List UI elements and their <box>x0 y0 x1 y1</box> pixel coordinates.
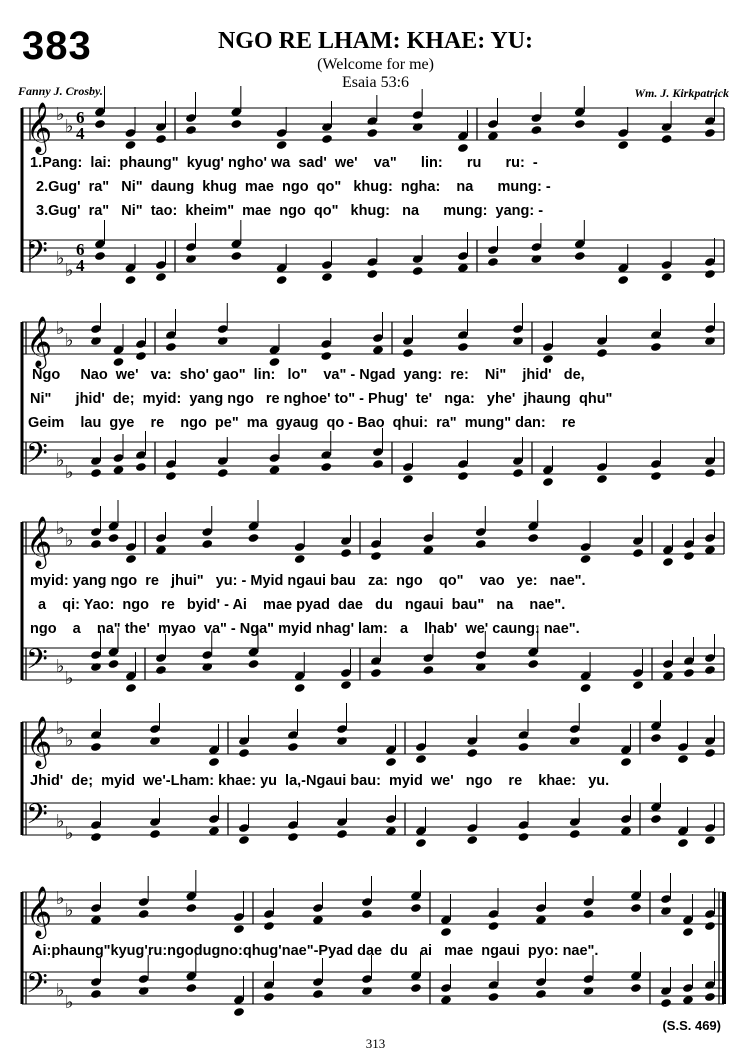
bass-clef-icon: 𝄢 <box>26 643 48 683</box>
note-head <box>630 983 642 993</box>
lyric-line-s3-v1: myid: yang ngo re jhui" yu: - Myid ngaui bau za: ngo qo" vao ye: nae". <box>30 573 586 589</box>
note-head <box>683 551 695 561</box>
note-head <box>361 909 373 919</box>
note-head <box>165 342 177 352</box>
note-head <box>704 468 716 478</box>
note-head <box>682 927 694 937</box>
treble-clef-icon: 𝄞 <box>26 886 53 937</box>
note-head <box>90 468 102 478</box>
note-head <box>650 342 662 352</box>
note-head <box>138 909 150 919</box>
note-head <box>466 748 478 758</box>
hymn-title: NGO RE LHAM: KHAE: YU: <box>217 28 534 54</box>
note-head <box>108 659 120 669</box>
note-head <box>704 128 716 138</box>
flat-icon: ♭ <box>56 718 65 739</box>
note-head <box>410 983 422 993</box>
note-head <box>542 477 554 487</box>
hymn-number: 383 <box>22 24 92 68</box>
flat-icon: ♭ <box>65 116 74 137</box>
note-head <box>320 462 332 472</box>
flat-icon: ♭ <box>65 530 74 551</box>
note-head <box>402 348 414 358</box>
note-head <box>630 903 642 913</box>
flat-icon: ♭ <box>56 980 65 1001</box>
note-head <box>340 680 352 690</box>
note-head <box>361 986 373 996</box>
note-head <box>248 659 260 669</box>
note-head <box>208 757 220 767</box>
note-head <box>574 251 586 261</box>
flat-icon: ♭ <box>56 518 65 539</box>
note-head <box>108 533 120 543</box>
flat-icon: ♭ <box>56 450 65 471</box>
note-head <box>704 665 716 675</box>
note-head <box>410 903 422 913</box>
note-head <box>530 125 542 135</box>
note-head <box>527 533 539 543</box>
note-head <box>704 835 716 845</box>
note-head <box>372 459 384 469</box>
note-head <box>238 835 250 845</box>
bass-clef-icon: 𝄢 <box>26 798 48 838</box>
flat-icon: ♭ <box>65 900 74 921</box>
note-head <box>632 548 644 558</box>
note-head <box>620 757 632 767</box>
lyric-line-s5-v1: Ai:phaung"kyug'ru:ngodugno:qhug'nae"-Pyad dae du ai mae ngaui pyo: nae". <box>32 943 599 959</box>
note-head <box>487 257 499 267</box>
note-head <box>402 474 414 484</box>
flat-icon: ♭ <box>56 248 65 269</box>
note-head <box>230 119 242 129</box>
note-head <box>660 998 672 1008</box>
treble-clef-icon: 𝄞 <box>26 516 53 567</box>
note-head <box>661 134 673 144</box>
note-head <box>90 989 102 999</box>
note-head <box>185 125 197 135</box>
flat-icon: ♭ <box>65 668 74 689</box>
note-head <box>340 548 352 558</box>
lyric-line-s4-v1: Jhid' de; myid we'-Lham: khae: yu la,-Ngaui bau: myid we' ngo re khae: yu. <box>30 773 610 789</box>
lyric-line-s1-v1: 1.Pang: lai: phaung" kyug' ngho' wa sad' we' va" lin: ru ru: - <box>30 155 538 171</box>
lyric-line-s3-v3: ngo a na" the' myao va" - Nga" myid nhag' lam: a lhab' we' caung: nae". <box>30 621 580 637</box>
note-head <box>488 992 500 1002</box>
note-head <box>233 924 245 934</box>
note-head <box>385 757 397 767</box>
lyric-line-s1-v2: 2.Gug' ra" Ni" daung khug mae ngo qo" khug: ngha: na mung: - <box>36 179 551 195</box>
flat-icon: ♭ <box>65 330 74 351</box>
flat-icon: ♭ <box>65 730 74 751</box>
note-head <box>660 906 672 916</box>
note-head <box>321 134 333 144</box>
note-head <box>412 266 424 276</box>
note-head <box>263 921 275 931</box>
note-head <box>155 134 167 144</box>
note-head <box>113 357 125 367</box>
lyric-line-s2-v2: Ni" jhid' de; myid: yang ngo re nghoe' to" - Phug' te' nga: yhe' jhaung qhu" <box>30 391 613 407</box>
note-head <box>580 554 592 564</box>
lyric-line-s3-v2: a qi: Yao: ngo re byid' - Ai mae pyad dae du ngaui bau" na nae". <box>30 597 566 613</box>
note-head <box>527 659 539 669</box>
note-head <box>415 754 427 764</box>
note-head <box>580 683 592 693</box>
time-signature-bottom: 4 <box>76 256 85 275</box>
flat-icon: ♭ <box>56 811 65 832</box>
note-head <box>617 275 629 285</box>
flat-icon: ♭ <box>56 656 65 677</box>
note-head <box>569 736 581 746</box>
note-head <box>125 683 137 693</box>
treble-clef-icon: 𝄞 <box>26 102 53 153</box>
note-head <box>238 748 250 758</box>
note-head <box>412 122 424 132</box>
note-head <box>704 336 716 346</box>
note-head <box>475 539 487 549</box>
note-head <box>125 554 137 564</box>
time-signature-bottom: 4 <box>76 124 85 143</box>
note-head <box>125 275 137 285</box>
note-head <box>370 551 382 561</box>
note-head <box>574 119 586 129</box>
source-reference: (S.S. 469) <box>662 1018 721 1033</box>
note-head <box>677 754 689 764</box>
note-head <box>155 272 167 282</box>
note-head <box>617 140 629 150</box>
note-head <box>320 351 332 361</box>
note-head <box>135 351 147 361</box>
note-head <box>440 927 452 937</box>
note-head <box>596 348 608 358</box>
note-head <box>650 733 662 743</box>
note-head <box>512 468 524 478</box>
note-head <box>125 140 137 150</box>
note-head <box>201 662 213 672</box>
flat-icon: ♭ <box>65 260 74 281</box>
flat-icon: ♭ <box>56 318 65 339</box>
note-head <box>370 668 382 678</box>
flat-icon: ♭ <box>56 104 65 125</box>
note-head <box>632 680 644 690</box>
note-head <box>90 336 102 346</box>
lyricist-credit: Fanny J. Crosby. <box>18 84 103 98</box>
note-head <box>542 354 554 364</box>
note-head <box>94 119 106 129</box>
note-head <box>662 557 674 567</box>
note-head <box>165 471 177 481</box>
lyric-line-s2-v1: Ngo Nao we' va: sho' gao" lin: lo" va" - Ngad yang: re: Ni" jhid' de, <box>32 367 585 383</box>
note-head <box>185 254 197 264</box>
note-head <box>230 251 242 261</box>
note-head <box>583 909 595 919</box>
note-head <box>704 992 716 1002</box>
note-head <box>475 662 487 672</box>
composer-credit: Wm. J. Kirkpatrick <box>634 86 729 100</box>
note-head <box>336 736 348 746</box>
note-head <box>217 468 229 478</box>
note-head <box>269 357 281 367</box>
note-head <box>457 342 469 352</box>
note-head <box>704 269 716 279</box>
bass-clef-icon: 𝄢 <box>26 437 48 477</box>
note-head <box>201 539 213 549</box>
note-head <box>488 921 500 931</box>
note-head <box>683 668 695 678</box>
note-head <box>185 983 197 993</box>
scripture-reference: Esaia 53:6 <box>341 74 410 91</box>
note-head <box>312 989 324 999</box>
note-head <box>518 832 530 842</box>
page-number: 313 <box>365 1036 386 1051</box>
note-head <box>276 140 288 150</box>
note-head <box>530 254 542 264</box>
note-head <box>90 742 102 752</box>
note-head <box>155 665 167 675</box>
note-head <box>569 829 581 839</box>
bass-clef-icon: 𝄢 <box>26 235 48 275</box>
note-head <box>366 269 378 279</box>
note-head <box>248 533 260 543</box>
note-head <box>138 986 150 996</box>
note-head <box>704 748 716 758</box>
note-head <box>512 336 524 346</box>
hymn-subtitle: (Welcome for me) <box>317 56 434 73</box>
note-head <box>94 251 106 261</box>
treble-clef-icon: 𝄞 <box>26 716 53 767</box>
note-head <box>366 128 378 138</box>
note-head <box>276 275 288 285</box>
note-head <box>650 471 662 481</box>
note-head <box>661 272 673 282</box>
treble-clef-icon: 𝄞 <box>26 316 53 367</box>
note-head <box>294 683 306 693</box>
note-head <box>287 742 299 752</box>
note-head <box>466 835 478 845</box>
note-head <box>263 992 275 1002</box>
note-head <box>704 921 716 931</box>
note-head <box>596 474 608 484</box>
note-head <box>233 1007 245 1017</box>
note-head <box>90 662 102 672</box>
flat-icon: ♭ <box>56 888 65 909</box>
note-head <box>185 903 197 913</box>
note-head <box>90 539 102 549</box>
lyric-line-s1-v3: 3.Gug' ra" Ni" tao: kheim" mae ngo qo" khug: na mung: yang: - <box>36 203 544 219</box>
note-head <box>90 832 102 842</box>
bass-clef-icon: 𝄢 <box>26 967 48 1007</box>
note-head <box>535 989 547 999</box>
note-head <box>422 665 434 675</box>
note-head <box>518 742 530 752</box>
flat-icon: ♭ <box>65 992 74 1013</box>
note-head <box>457 471 469 481</box>
flat-icon: ♭ <box>65 823 74 844</box>
note-head <box>287 832 299 842</box>
note-head <box>336 829 348 839</box>
note-head <box>217 336 229 346</box>
note-head <box>149 829 161 839</box>
time-signature-top: 6 <box>76 108 85 127</box>
note-head <box>677 838 689 848</box>
note-head <box>149 736 161 746</box>
note-head <box>583 986 595 996</box>
lyric-line-s2-v3: Geim lau gye re ngo pe" ma gyaug qo - Bao qhui: ra" mung" dan: re <box>28 415 576 431</box>
note-head <box>415 838 427 848</box>
note-head <box>650 814 662 824</box>
note-head <box>457 143 469 153</box>
time-signature-top: 6 <box>76 240 85 259</box>
note-head <box>135 462 147 472</box>
note-head <box>321 272 333 282</box>
note-head <box>294 554 306 564</box>
flat-icon: ♭ <box>65 462 74 483</box>
